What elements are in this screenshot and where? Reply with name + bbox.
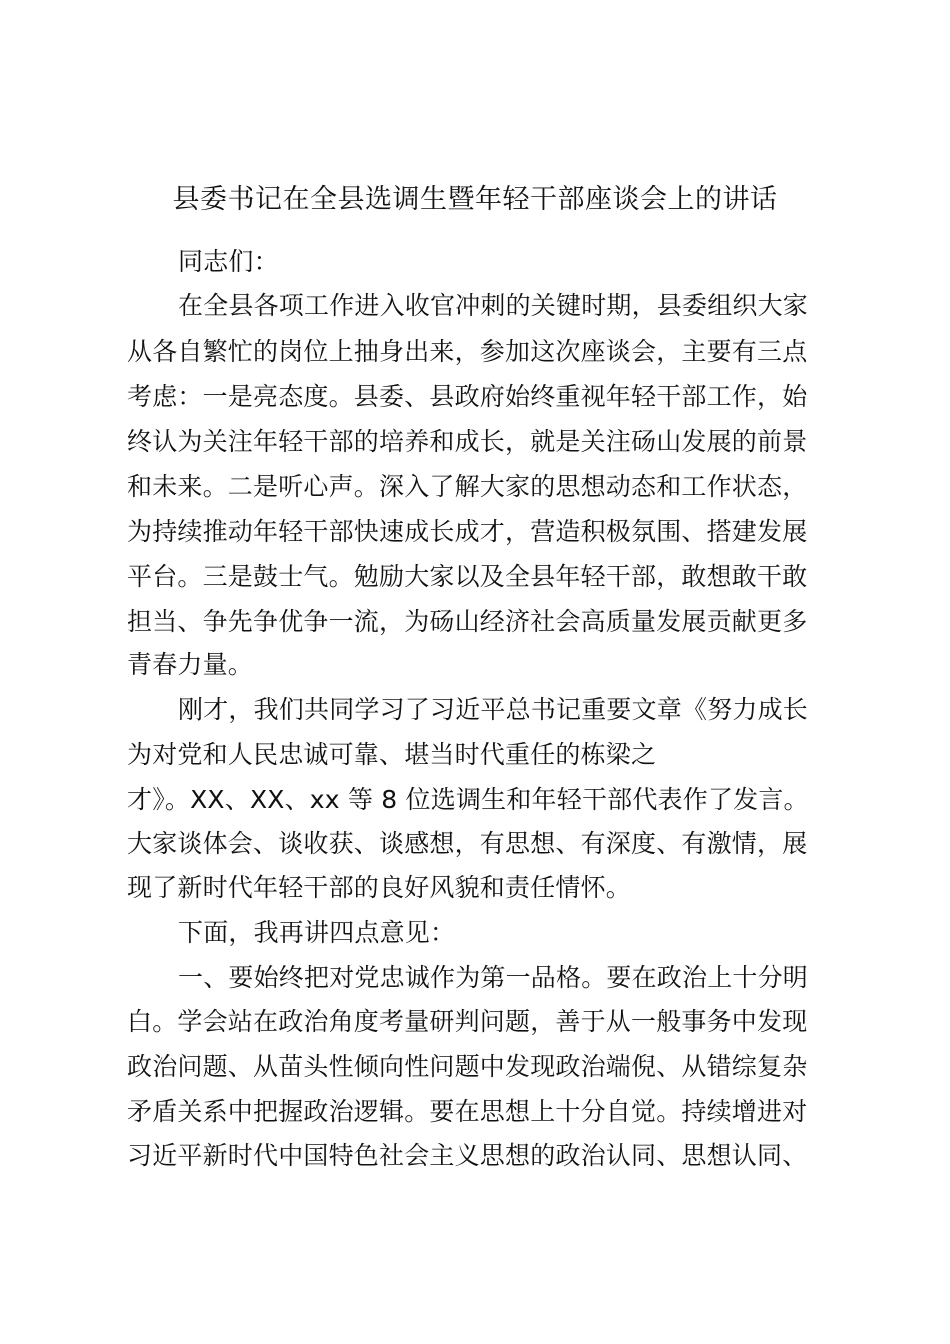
paragraph-line: 青春力量。 xyxy=(127,650,254,679)
paragraph-line: 考虑：一是亮态度。县委、县政府始终重视年轻干部工作，始 xyxy=(127,382,808,411)
paragraph-line: 习近平新时代中国特色社会主义思想的政治认同、思想认同、 xyxy=(127,1141,808,1170)
paragraph-line: 终认为关注年轻干部的培养和成长，就是关注砀山发展的前景 xyxy=(127,427,808,456)
paragraph-line: 下面，我再讲四点意见： xyxy=(178,918,456,947)
paragraph-line: 为持续推动年轻干部快速成长成才，营造积极氛围、搭建发展 xyxy=(127,517,808,546)
paragraph-line: 平台。三是鼓士气。勉励大家以及全县年轻干部，敢想敢干敢 xyxy=(127,562,808,591)
paragraph-line: 矛盾关系中把握政治逻辑。要在思想上十分自觉。持续增进对 xyxy=(127,1097,808,1126)
salutation: 同志们： xyxy=(178,247,279,276)
paragraph-line: 才》。XX、XX、xx 等 8 位选调生和年轻干部代表作了发言。 xyxy=(127,785,809,814)
paragraph-line: 担当、争先争优争一流，为砀山经济社会高质量发展贡献更多 xyxy=(127,607,808,636)
paragraph-line: 为对党和人民忠诚可靠、堪当时代重任的栋梁之 xyxy=(127,740,657,769)
paragraph-line: 现了新时代年轻干部的良好风貌和责任情怀。 xyxy=(127,873,632,902)
paragraph-line: 一、要始终把对党忠诚作为第一品格。要在政治上十分明 xyxy=(178,963,809,992)
paragraph-line: 和未来。二是听心声。深入了解大家的思想动态和工作状态， xyxy=(127,472,808,501)
paragraph-line: 白。学会站在政治角度考量研判问题，善于从一般事务中发现 xyxy=(127,1007,808,1036)
paragraph-line: 政治问题、从苗头性倾向性问题中发现政治端倪、从错综复杂 xyxy=(127,1052,808,1081)
document-title: 县委书记在全县选调生暨年轻干部座谈会上的讲话 xyxy=(172,184,778,215)
paragraph-line: 大家谈体会、谈收获、谈感想，有思想、有深度、有激情，展 xyxy=(127,829,808,858)
paragraph-line: 刚才，我们共同学习了习近平总书记重要文章《努力成长 xyxy=(178,695,809,724)
paragraph-line: 在全县各项工作进入收官冲刺的关键时期，县委组织大家 xyxy=(178,291,809,320)
paragraph-line: 从各自繁忙的岗位上抽身出来，参加这次座谈会，主要有三点 xyxy=(127,337,808,366)
